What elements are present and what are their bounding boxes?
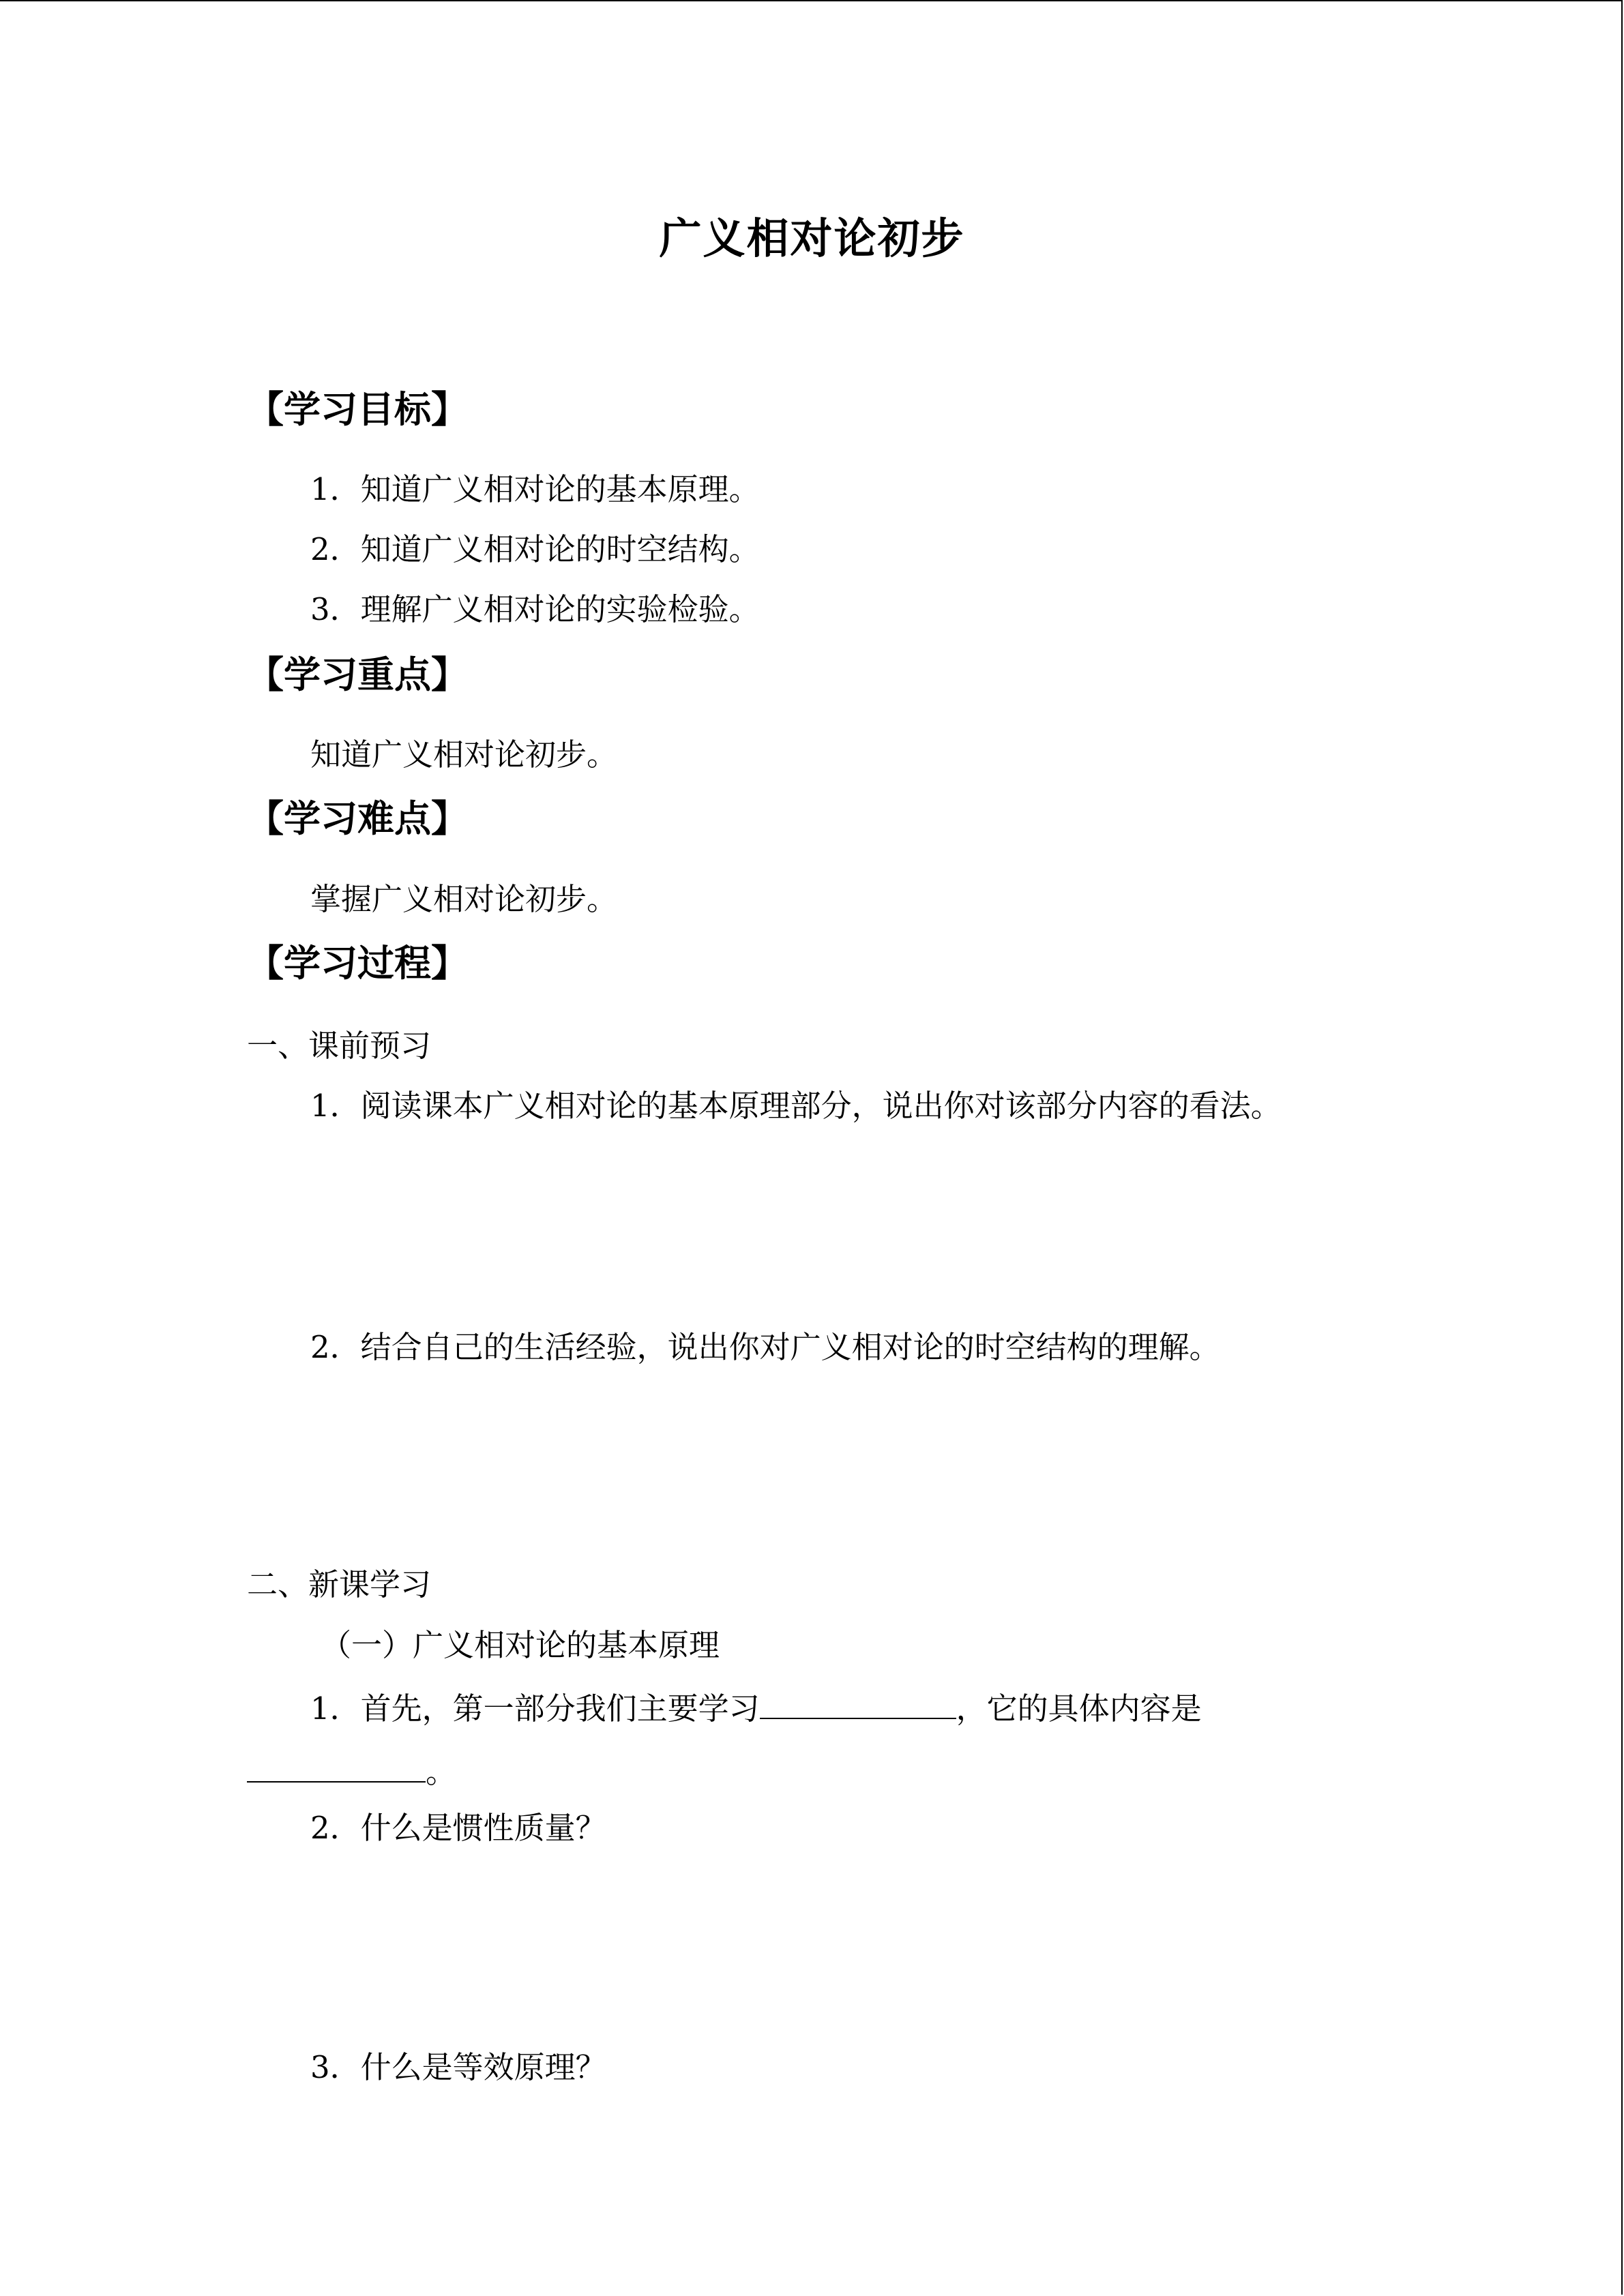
question-3: 3．什么是等效原理？ — [310, 2049, 606, 2085]
objective-item-3: 3．理解广义相对论的实验检验。 — [310, 591, 760, 627]
question-1-continuation — [247, 1750, 456, 1793]
answer-blank-1[interactable] — [760, 1686, 956, 1719]
new-lesson-subheading: （一）广义相对论的基本原理 — [321, 1627, 720, 1663]
page-title: 广义相对论初步 — [659, 213, 965, 263]
preview-item-1: 1．阅读课本广义相对论的基本原理部分，说出你对该部分内容的看法。 — [310, 1088, 1282, 1124]
question-1 — [310, 1686, 1202, 1729]
key-points-text: 知道广义相对论初步。 — [310, 736, 618, 773]
preview-heading: 一、课前预习 — [247, 1028, 432, 1064]
question-1-end: 。 — [426, 1754, 457, 1790]
question-1-text-b: ，它的具体内容是 — [956, 1690, 1202, 1727]
objective-item-1: 1．知道广义相对论的基本原理。 — [310, 471, 760, 507]
answer-blank-2[interactable] — [247, 1750, 426, 1783]
new-lesson-heading: 二、新课学习 — [247, 1566, 432, 1602]
difficulties-text: 掌握广义相对论初步。 — [310, 881, 618, 917]
question-1-text-a: 1．首先，第一部分我们主要学习 — [310, 1690, 760, 1727]
key-points-heading: 【学习重点】 — [247, 653, 468, 696]
preview-item-2: 2．结合自己的生活经验，说出你对广义相对论的时空结构的理解。 — [310, 1329, 1220, 1365]
objective-item-2: 2．知道广义相对论的时空结构。 — [310, 531, 760, 567]
difficulties-heading: 【学习难点】 — [247, 797, 468, 840]
objectives-heading: 【学习目标】 — [247, 388, 468, 431]
process-heading: 【学习过程】 — [247, 942, 468, 985]
question-2: 2．什么是惯性质量？ — [310, 1810, 606, 1846]
